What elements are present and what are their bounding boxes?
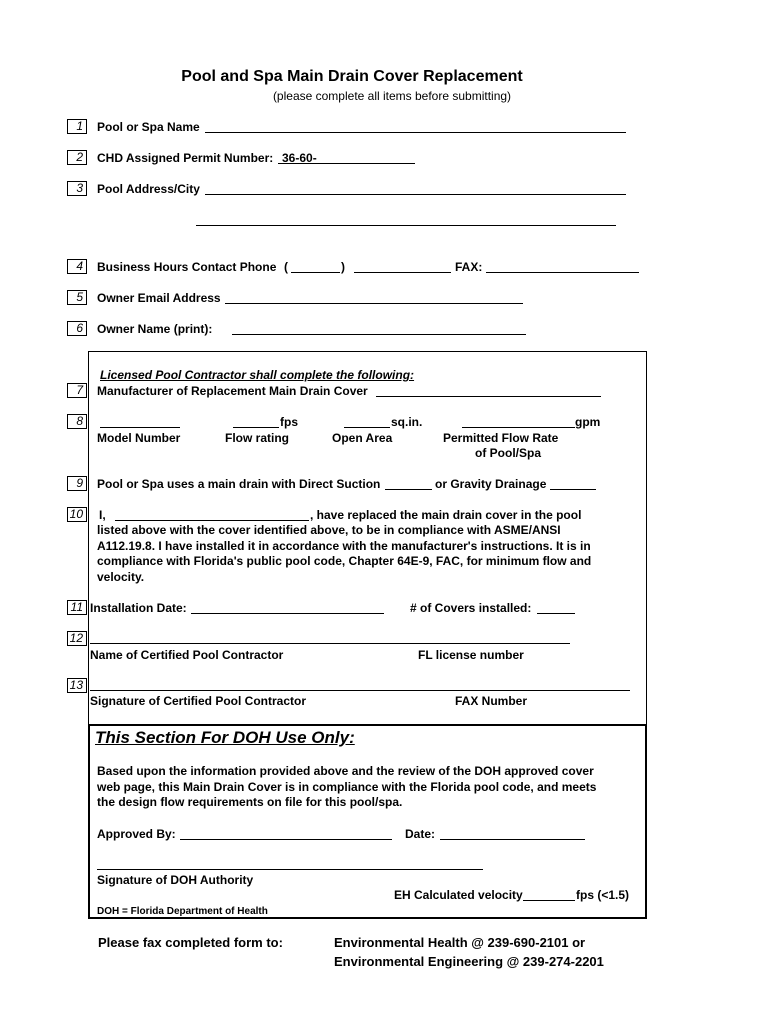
permit-number-label: CHD Assigned Permit Number:: [97, 151, 274, 165]
environmental-health-contact: Environmental Health @ 239-690-2101 or: [334, 935, 586, 950]
item-number-4: 4: [67, 259, 87, 274]
open-area-field[interactable]: [344, 427, 390, 428]
owner-email-field[interactable]: [225, 303, 523, 304]
contractor-name-field[interactable]: [90, 643, 570, 644]
doh-section: [88, 724, 647, 919]
doh-date-field[interactable]: [440, 839, 585, 840]
approved-by-label: Approved By:: [97, 827, 176, 841]
item-number-8: 8: [67, 414, 87, 429]
owner-email-label: Owner Email Address: [97, 291, 221, 305]
pool-address-label: Pool Address/City: [97, 182, 200, 196]
pool-address-field[interactable]: [205, 194, 626, 195]
owner-name-field[interactable]: [232, 334, 526, 335]
form-title: Pool and Spa Main Drain Cover Replacement: [181, 68, 523, 85]
phone-paren-close: ): [341, 260, 345, 274]
gpm-unit: gpm: [575, 415, 601, 429]
gravity-drainage-field[interactable]: [550, 489, 596, 490]
fl-license-label: FL license number: [418, 648, 524, 662]
eh-velocity-field[interactable]: [523, 900, 575, 901]
doh-statement: Based upon the information provided above and the review of the DOH approved cover web page, this Main Drain Cover is in compliance with the Florida pool code, and meets the design flow requirements on file for this pool/spa.: [97, 764, 597, 809]
model-number-label: Model Number: [97, 431, 181, 445]
contractor-heading: Licensed Pool Contractor shall complete the following:: [100, 368, 415, 382]
contractor-signature-field[interactable]: [90, 690, 630, 691]
form-subtitle: (please complete all items before submitting): [272, 89, 512, 103]
drain-type-label: Pool or Spa uses a main drain with Direct Suction: [97, 477, 381, 491]
fax-prompt: Please fax completed form to:: [98, 935, 283, 950]
model-number-field[interactable]: [100, 427, 180, 428]
sqin-unit: sq.in.: [391, 415, 423, 429]
pool-address-field-line2[interactable]: [196, 225, 616, 226]
owner-name-label: Owner Name (print):: [97, 322, 213, 336]
flow-rating-label: Flow rating: [225, 431, 289, 445]
open-area-label: Open Area: [332, 431, 393, 445]
item-number-6: 6: [67, 321, 87, 336]
permit-number-value: 36-60-: [282, 151, 317, 165]
manufacturer-label: Manufacturer of Replacement Main Drain Cover: [97, 384, 368, 398]
certification-text-start: , have replaced the main drain cover in the pool: [310, 508, 582, 522]
doh-signature-label: Signature of DOH Authority: [97, 873, 254, 887]
certification-text: listed above with the cover identified above, to be in compliance with ASME/ANSI A112.19.8. I have installed it in accordance with the manufacturer's instructions. It is in compliance with Florida's public pool code, Chapter 64E-9, FAC, for minimum flow and velocity.: [97, 523, 592, 584]
installation-date-field[interactable]: [191, 613, 384, 614]
fps-limit-label: fps (<1.5): [576, 888, 630, 902]
item-number-12: 12: [67, 631, 87, 646]
pool-name-label: Pool or Spa Name: [97, 120, 200, 134]
installation-date-label: Installation Date:: [90, 601, 187, 615]
eh-velocity-label: EH Calculated velocity: [394, 888, 523, 902]
doh-section-title: This Section For DOH Use Only:: [95, 728, 355, 747]
item-number-3: 3: [67, 181, 87, 196]
doh-date-label: Date:: [405, 827, 436, 841]
direct-suction-field[interactable]: [385, 489, 432, 490]
doh-signature-field[interactable]: [97, 869, 483, 870]
item-number-9: 9: [67, 476, 87, 491]
contractor-name-inline-field[interactable]: [115, 520, 309, 521]
pool-name-field[interactable]: [205, 132, 626, 133]
doh-definition: DOH = Florida Department of Health: [97, 906, 268, 917]
phone-area-code-field[interactable]: [291, 272, 340, 273]
permitted-flow-label-line2: of Pool/Spa: [475, 446, 541, 460]
fax-label: FAX:: [455, 260, 483, 274]
phone-paren-open: (: [284, 260, 288, 274]
certification-i: I,: [99, 508, 106, 522]
covers-installed-field[interactable]: [537, 613, 575, 614]
manufacturer-field[interactable]: [376, 396, 601, 397]
flow-rating-field[interactable]: [233, 427, 279, 428]
environmental-engineering-contact: Environmental Engineering @ 239-274-2201: [334, 954, 604, 969]
item-number-1: 1: [67, 119, 87, 134]
item-number-13: 13: [67, 678, 87, 693]
contractor-name-label: Name of Certified Pool Contractor: [90, 648, 284, 662]
covers-installed-label: # of Covers installed:: [410, 601, 532, 615]
item-number-7: 7: [67, 383, 87, 398]
item-number-5: 5: [67, 290, 87, 305]
fps-unit: fps: [280, 415, 298, 429]
item-number-2: 2: [67, 150, 87, 165]
fax-number-label: FAX Number: [455, 694, 528, 708]
fax-field[interactable]: [486, 272, 639, 273]
permit-number-field[interactable]: [278, 163, 415, 164]
contact-phone-label: Business Hours Contact Phone: [97, 260, 277, 274]
contractor-signature-label: Signature of Certified Pool Contractor: [90, 694, 307, 708]
gravity-drainage-label: or Gravity Drainage: [435, 477, 547, 491]
permitted-flow-label: Permitted Flow Rate: [443, 431, 559, 445]
permitted-flow-field[interactable]: [462, 427, 575, 428]
approved-by-field[interactable]: [180, 839, 392, 840]
item-number-10: 10: [67, 507, 87, 522]
item-number-11: 11: [67, 600, 87, 615]
phone-number-field[interactable]: [354, 272, 451, 273]
